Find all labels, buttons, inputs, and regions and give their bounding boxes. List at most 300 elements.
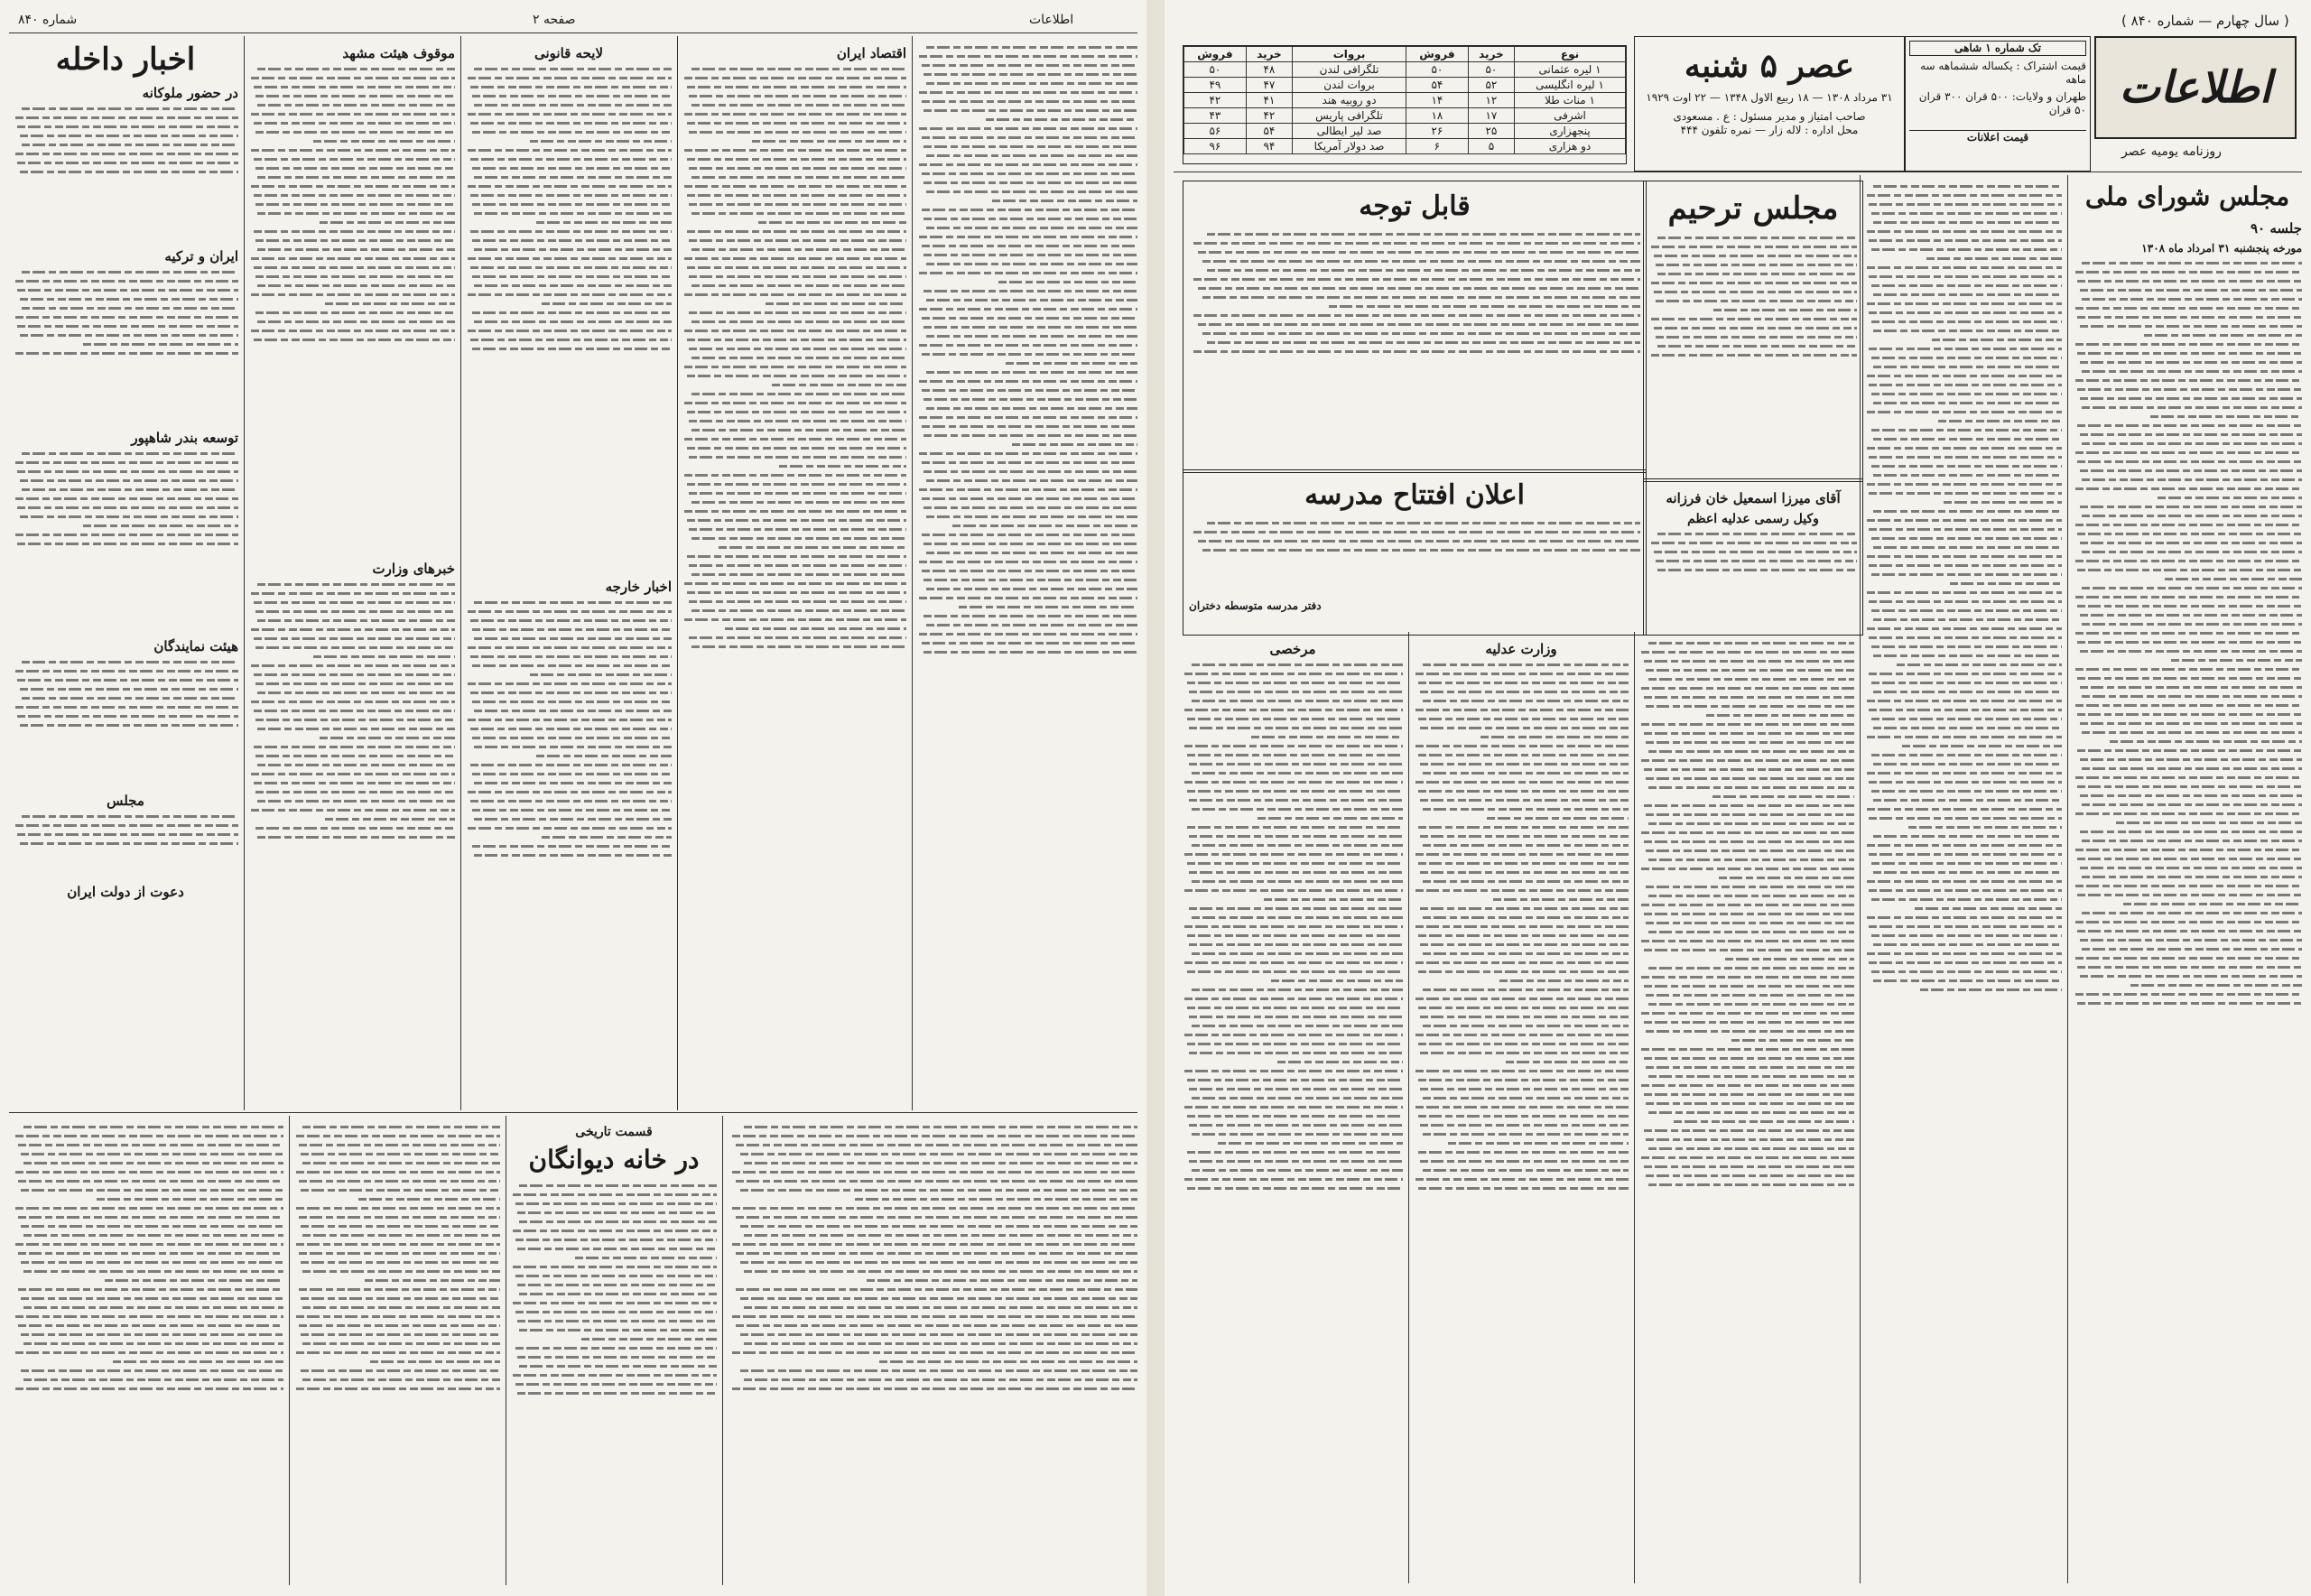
publisher-line: صاحب امتیاز و مدیر مسئول : ع . مسعودی bbox=[1673, 110, 1866, 123]
text-line bbox=[1648, 1111, 1854, 1114]
text-line bbox=[691, 68, 906, 70]
rates-cell: ۱ لیره انگلیسی bbox=[1515, 78, 1626, 93]
rates-cell: ۲۶ bbox=[1406, 124, 1469, 139]
subscription-rates: طهران و ولایات: ۵۰۰ قران ۳۰۰ قران ۵۰ قران bbox=[1918, 90, 2086, 116]
text-line bbox=[1192, 1025, 1403, 1027]
text-line bbox=[684, 185, 906, 188]
text-line bbox=[517, 1392, 717, 1395]
text-line bbox=[2082, 695, 2302, 698]
text-line bbox=[1193, 242, 1640, 245]
text-line bbox=[1873, 871, 2062, 874]
rates-cell: ۵۲ bbox=[1468, 78, 1514, 93]
text-line bbox=[1873, 691, 2062, 693]
text-line bbox=[299, 1288, 500, 1291]
text-line bbox=[689, 311, 906, 314]
majlis-date: مورخه پنجشنبه ۳۱ امرداد ماه ۱۳۰۸ bbox=[2141, 242, 2302, 255]
text-line bbox=[926, 190, 1137, 193]
text-line bbox=[517, 1211, 717, 1214]
rates-cell: ۴۷ bbox=[1246, 78, 1292, 93]
text-line bbox=[2077, 460, 2302, 463]
text-line bbox=[1644, 1093, 1854, 1096]
text-line bbox=[18, 1288, 283, 1291]
text-line bbox=[687, 555, 906, 558]
text-line bbox=[1869, 853, 2062, 856]
body-text bbox=[917, 46, 1137, 1102]
rates-cell: ۱۲ bbox=[1468, 93, 1514, 108]
text-line bbox=[1493, 898, 1629, 901]
school-signature: دفتر مدرسه متوسطه دختران bbox=[1189, 599, 1322, 612]
text-line bbox=[470, 266, 672, 269]
text-line bbox=[1871, 862, 2062, 865]
text-line bbox=[2130, 984, 2303, 987]
madhouse-title: در خانه دیوانگان bbox=[528, 1145, 700, 1174]
text-line bbox=[301, 1297, 500, 1300]
text-line bbox=[1902, 745, 2062, 747]
text-line bbox=[691, 320, 906, 323]
text-line bbox=[1869, 564, 2062, 567]
text-line bbox=[732, 1387, 1137, 1390]
text-line bbox=[2075, 632, 2302, 635]
text-line bbox=[1869, 348, 2062, 350]
majlis-column bbox=[2073, 179, 2302, 1583]
text-line bbox=[1873, 329, 2062, 332]
text-line bbox=[1418, 1007, 1629, 1009]
text-line bbox=[1187, 862, 1403, 865]
column-rule bbox=[289, 1116, 290, 1585]
text-line bbox=[1184, 889, 1403, 892]
text-line bbox=[474, 104, 672, 107]
column-rule bbox=[460, 36, 461, 1110]
rates-cell: ۶ bbox=[1406, 139, 1469, 154]
text-line bbox=[1187, 826, 1403, 829]
text-line bbox=[1869, 528, 2062, 531]
text-line bbox=[2080, 469, 2302, 472]
text-line bbox=[687, 411, 906, 413]
text-line bbox=[2082, 262, 2302, 264]
attention-title: قابل توجه bbox=[1359, 190, 1471, 222]
text-line bbox=[2077, 569, 2302, 571]
text-line bbox=[867, 1279, 1137, 1282]
text-line bbox=[474, 782, 672, 784]
text-line bbox=[2080, 758, 2302, 761]
text-line bbox=[1871, 357, 2062, 359]
body-text bbox=[249, 583, 455, 1035]
text-line bbox=[21, 1225, 283, 1228]
text-line bbox=[926, 552, 1137, 554]
masthead-tagline: روزنامه یومیه عصر bbox=[2121, 144, 2222, 159]
text-line bbox=[470, 764, 672, 766]
text-line bbox=[1192, 772, 1403, 775]
text-line bbox=[1641, 651, 1854, 654]
text-line bbox=[474, 818, 672, 821]
rates-cell: ۵۰ bbox=[1406, 62, 1469, 78]
text-line bbox=[923, 506, 1137, 509]
text-line bbox=[1415, 961, 1629, 964]
text-line bbox=[922, 570, 1137, 572]
domestic-news-column bbox=[13, 40, 238, 1109]
text-line bbox=[1869, 817, 2062, 820]
text-line bbox=[1867, 194, 2062, 197]
text-line bbox=[18, 1144, 283, 1146]
text-line bbox=[1423, 952, 1629, 955]
folio-issue: شماره ۸۴۰ bbox=[18, 13, 78, 27]
text-line bbox=[691, 501, 906, 504]
text-line bbox=[370, 1360, 500, 1363]
text-line bbox=[2075, 668, 2302, 671]
text-line bbox=[923, 434, 1137, 437]
text-line bbox=[325, 302, 455, 305]
text-line bbox=[919, 633, 1137, 636]
text-line bbox=[1423, 1133, 1629, 1136]
text-line bbox=[1184, 781, 1403, 784]
text-line bbox=[2080, 939, 2302, 942]
masthead-title: اطلاعات bbox=[2119, 62, 2272, 113]
text-line bbox=[744, 1162, 1137, 1165]
rates-header: بروات bbox=[1293, 47, 1406, 62]
text-line bbox=[1506, 1061, 1629, 1063]
text-line bbox=[2080, 867, 2302, 869]
text-line bbox=[1644, 985, 1854, 988]
text-line bbox=[470, 158, 672, 161]
text-line bbox=[1418, 1115, 1629, 1118]
rates-cell: ۴۱ bbox=[1246, 93, 1292, 108]
text-line bbox=[2075, 921, 2302, 923]
text-line bbox=[744, 1270, 1137, 1273]
text-line bbox=[472, 95, 672, 97]
text-line bbox=[923, 651, 1137, 654]
rates-cell: ۴۲ bbox=[1184, 93, 1247, 108]
text-line bbox=[1646, 1174, 1854, 1177]
text-line bbox=[15, 280, 239, 283]
text-line bbox=[22, 697, 238, 700]
text-line bbox=[919, 127, 1137, 130]
text-line bbox=[689, 420, 906, 422]
text-line bbox=[251, 329, 455, 332]
text-line bbox=[1198, 287, 1640, 290]
text-line bbox=[23, 1270, 283, 1273]
text-line bbox=[1641, 976, 1854, 979]
text-line bbox=[691, 537, 906, 540]
text-line bbox=[474, 746, 672, 748]
text-line bbox=[517, 1320, 717, 1322]
text-line bbox=[468, 719, 672, 721]
text-line bbox=[1712, 795, 1854, 798]
text-line bbox=[1644, 696, 1854, 699]
text-line bbox=[470, 655, 672, 658]
text-line bbox=[2075, 596, 2302, 598]
text-line bbox=[2080, 794, 2302, 797]
subscription-box bbox=[1905, 36, 2091, 172]
text-line bbox=[922, 534, 1137, 536]
text-line bbox=[254, 158, 455, 161]
text-line bbox=[519, 1184, 717, 1187]
text-line bbox=[257, 320, 455, 323]
text-line bbox=[296, 1135, 500, 1137]
text-line bbox=[251, 293, 455, 296]
advocate-role: وکیل رسمی عدلیه اعظم bbox=[1687, 512, 1819, 526]
text-line bbox=[254, 673, 455, 676]
text-line bbox=[2077, 641, 2302, 644]
text-line bbox=[254, 339, 455, 341]
text-line bbox=[744, 1234, 1137, 1237]
text-line bbox=[15, 534, 239, 536]
rates-cell: پنجهزاری bbox=[1515, 124, 1626, 139]
text-line bbox=[15, 706, 239, 709]
text-line bbox=[1420, 1052, 1629, 1054]
text-line bbox=[1423, 1097, 1629, 1100]
text-line bbox=[1207, 269, 1640, 272]
text-line bbox=[302, 1234, 500, 1237]
text-line bbox=[732, 1351, 1137, 1354]
body-text bbox=[13, 661, 238, 787]
text-line bbox=[1644, 768, 1854, 771]
text-line bbox=[1271, 979, 1403, 982]
text-line bbox=[23, 1162, 283, 1165]
rates-cell: ۵۰ bbox=[1184, 62, 1247, 78]
text-line bbox=[1871, 718, 2062, 720]
text-line bbox=[1657, 533, 1857, 535]
text-line bbox=[736, 1144, 1137, 1146]
text-line bbox=[922, 461, 1137, 464]
text-line bbox=[1648, 931, 1854, 933]
text-line bbox=[1646, 813, 1854, 816]
text-line bbox=[1644, 1129, 1854, 1132]
text-line bbox=[1184, 925, 1403, 928]
text-line bbox=[515, 1202, 717, 1205]
text-line bbox=[254, 230, 455, 233]
text-line bbox=[1277, 1061, 1403, 1063]
text-line bbox=[1873, 221, 2062, 224]
text-line bbox=[998, 281, 1137, 283]
text-line bbox=[15, 670, 239, 673]
text-line bbox=[15, 1351, 283, 1354]
masthead-logo bbox=[2094, 36, 2297, 139]
text-line bbox=[1420, 1160, 1629, 1163]
text-line bbox=[2082, 298, 2302, 301]
text-line bbox=[687, 194, 906, 197]
text-line bbox=[1869, 636, 2062, 639]
text-line bbox=[1644, 1165, 1854, 1168]
text-line bbox=[684, 149, 906, 152]
text-line bbox=[1869, 456, 2062, 459]
text-line bbox=[1189, 1052, 1403, 1054]
text-line bbox=[1646, 1138, 1854, 1141]
text-line bbox=[21, 1189, 283, 1192]
text-line bbox=[20, 515, 239, 518]
text-line bbox=[1920, 988, 2062, 991]
text-line bbox=[1869, 492, 2062, 495]
text-line bbox=[1420, 1016, 1629, 1018]
text-line bbox=[923, 579, 1137, 581]
text-line bbox=[687, 86, 906, 88]
text-line bbox=[687, 230, 906, 233]
text-line bbox=[15, 497, 239, 500]
text-line bbox=[725, 627, 906, 630]
text-line bbox=[1420, 1088, 1629, 1090]
text-line bbox=[1651, 246, 1857, 248]
text-line bbox=[879, 1360, 1137, 1363]
text-line bbox=[83, 524, 239, 527]
text-line bbox=[2082, 767, 2302, 770]
column-b bbox=[249, 40, 455, 1109]
text-line bbox=[1873, 510, 2062, 513]
text-line bbox=[23, 1378, 283, 1381]
text-line bbox=[1867, 411, 2062, 413]
text-line bbox=[542, 836, 672, 839]
text-line bbox=[684, 293, 906, 296]
text-line bbox=[1420, 907, 1629, 910]
lower-column-1 bbox=[13, 1119, 283, 1589]
text-line bbox=[1641, 687, 1854, 690]
text-line bbox=[691, 104, 906, 107]
text-line bbox=[1184, 853, 1403, 856]
text-line bbox=[684, 582, 906, 585]
text-line bbox=[470, 728, 672, 730]
body-text bbox=[511, 1184, 717, 1564]
text-line bbox=[919, 308, 1137, 311]
text-line bbox=[2123, 903, 2302, 905]
text-line bbox=[740, 1261, 1137, 1264]
body-text bbox=[728, 1126, 1137, 1586]
text-line bbox=[23, 1306, 283, 1309]
text-line bbox=[302, 1270, 500, 1273]
text-line bbox=[922, 100, 1137, 103]
advocate-name: آقای میرزا اسمعیل خان فرزانه bbox=[1666, 490, 1841, 506]
text-line bbox=[1415, 781, 1629, 784]
text-line bbox=[1867, 844, 2062, 847]
single-copy-price: تک شماره ۱ شاهی bbox=[1909, 41, 2086, 56]
text-line bbox=[691, 284, 906, 287]
text-line bbox=[2077, 749, 2302, 752]
text-line bbox=[257, 728, 455, 730]
text-line bbox=[1420, 763, 1629, 766]
text-line bbox=[1873, 763, 2062, 766]
text-line bbox=[986, 118, 1137, 121]
text-line bbox=[689, 528, 906, 531]
text-line bbox=[474, 854, 672, 857]
text-line bbox=[1184, 1106, 1403, 1109]
text-line bbox=[923, 543, 1137, 545]
text-line bbox=[1192, 1097, 1403, 1100]
text-line bbox=[1646, 994, 1854, 997]
text-line bbox=[251, 809, 455, 812]
text-line bbox=[2077, 858, 2302, 860]
text-line bbox=[689, 456, 906, 459]
text-line bbox=[1871, 645, 2062, 648]
text-line bbox=[1871, 284, 2062, 287]
text-line bbox=[687, 266, 906, 269]
text-line bbox=[1926, 257, 2062, 260]
rates-cell: ۴۸ bbox=[1246, 62, 1292, 78]
text-line bbox=[20, 479, 239, 482]
text-line bbox=[1646, 705, 1854, 708]
body-text bbox=[1189, 522, 1640, 594]
text-line bbox=[515, 1347, 717, 1350]
text-line bbox=[1641, 1012, 1854, 1015]
text-line bbox=[1867, 627, 2062, 630]
text-line bbox=[926, 371, 1137, 374]
text-line bbox=[301, 1261, 500, 1264]
text-line bbox=[2080, 289, 2302, 292]
text-line bbox=[255, 755, 455, 757]
text-line bbox=[1871, 790, 2062, 793]
text-line bbox=[923, 398, 1137, 401]
text-line bbox=[687, 339, 906, 341]
text-line bbox=[1867, 483, 2062, 486]
text-line bbox=[83, 343, 239, 346]
text-line bbox=[1873, 474, 2062, 477]
text-line bbox=[1867, 519, 2062, 522]
text-line bbox=[1657, 273, 1857, 275]
text-line bbox=[472, 809, 672, 812]
text-line bbox=[2077, 966, 2302, 969]
text-line bbox=[1641, 831, 1854, 834]
text-line bbox=[740, 1333, 1137, 1336]
text-line bbox=[17, 125, 238, 128]
text-line bbox=[513, 1374, 717, 1377]
text-line bbox=[691, 393, 906, 395]
text-line bbox=[2082, 803, 2302, 806]
text-line bbox=[20, 724, 239, 727]
text-line bbox=[1867, 700, 2062, 702]
ministry-heading: خبرهای وزارت bbox=[372, 561, 455, 577]
text-line bbox=[254, 601, 455, 604]
text-line bbox=[255, 275, 455, 278]
body-text bbox=[1183, 663, 1403, 1575]
text-line bbox=[542, 302, 672, 305]
text-line bbox=[1674, 1120, 1854, 1123]
majlis-title: مجلس شورای ملی bbox=[2084, 181, 2290, 211]
text-line bbox=[21, 1297, 283, 1300]
text-line bbox=[684, 77, 906, 79]
text-line bbox=[1187, 1187, 1403, 1190]
text-line bbox=[2082, 515, 2302, 517]
column-c bbox=[466, 40, 672, 1109]
text-line bbox=[18, 1216, 283, 1219]
rates-cell: ۹۴ bbox=[1246, 139, 1292, 154]
text-line bbox=[959, 606, 1137, 608]
text-line bbox=[2158, 496, 2302, 499]
rates-cell: ۱ منات طلا bbox=[1515, 93, 1626, 108]
rates-row bbox=[1184, 93, 1626, 108]
text-line bbox=[1869, 384, 2062, 386]
rates-header: نوع bbox=[1515, 47, 1626, 62]
text-line bbox=[257, 248, 455, 251]
text-line bbox=[1187, 682, 1403, 684]
text-line bbox=[472, 664, 672, 667]
rates-cell: ۲۵ bbox=[1468, 124, 1514, 139]
text-line bbox=[2080, 506, 2302, 508]
rates-cell: ۵۴ bbox=[1246, 124, 1292, 139]
text-line bbox=[1193, 278, 1640, 281]
body-text bbox=[249, 68, 455, 555]
text-line bbox=[254, 782, 455, 784]
text-line bbox=[1646, 741, 1854, 744]
text-line bbox=[1869, 203, 2062, 206]
text-line bbox=[684, 438, 906, 441]
text-line bbox=[1867, 916, 2062, 919]
text-line bbox=[1648, 967, 1854, 970]
majlis-session: جلسه ۹۰ bbox=[2250, 220, 2302, 237]
text-line bbox=[17, 470, 238, 473]
text-line bbox=[2077, 785, 2302, 788]
text-line bbox=[302, 1342, 500, 1345]
text-line bbox=[1719, 877, 1854, 879]
text-line bbox=[517, 1284, 717, 1286]
domestic-news-title: اخبار داخله bbox=[55, 42, 196, 78]
text-line bbox=[744, 1378, 1137, 1381]
text-line bbox=[468, 113, 672, 116]
